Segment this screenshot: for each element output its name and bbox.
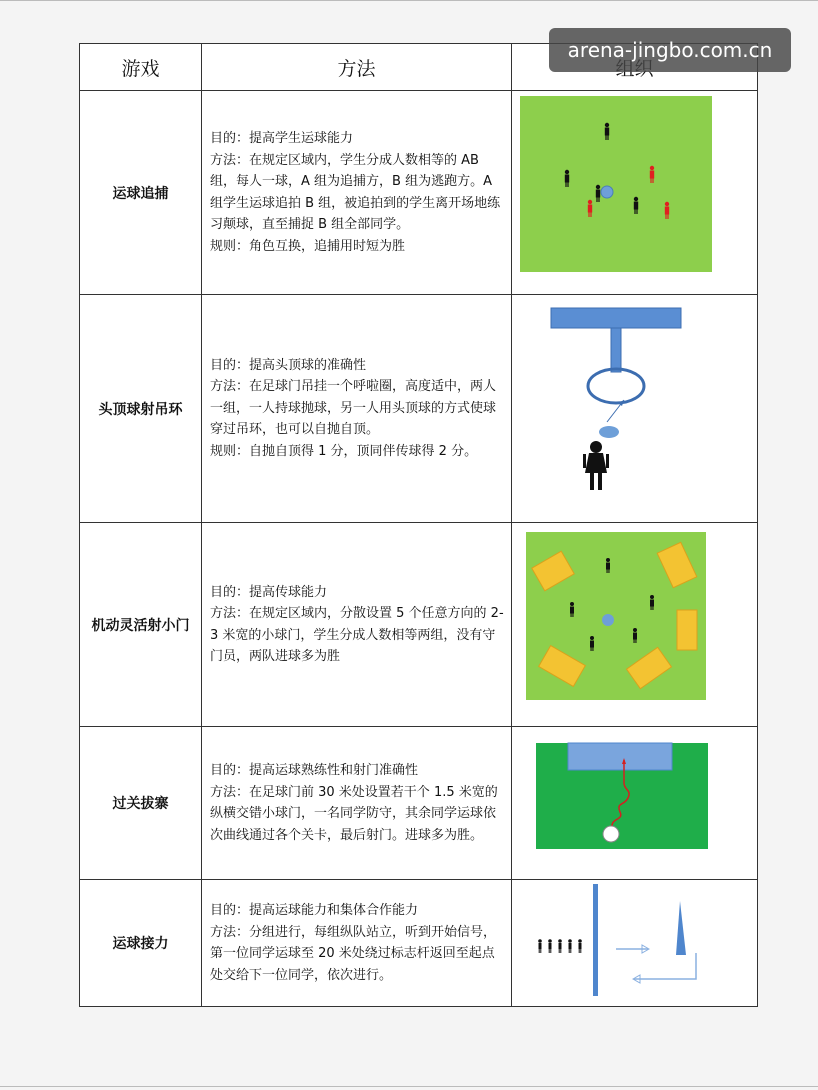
bottom-border-line: [0, 1086, 818, 1087]
game-name: 运球接力: [80, 880, 202, 1007]
goal-box: [568, 743, 672, 770]
method-description: 方法：在规定区域内，分散设置 5 个任意方向的 2-3 米宽的小球门，学生分成人数相等两组，没有守门员，两队进球多为胜: [210, 606, 504, 664]
table-row: [80, 295, 758, 523]
organization-diagram-cell: [512, 880, 758, 1007]
table-row: [80, 523, 758, 727]
game-name: 头顶球射吊环: [80, 295, 202, 523]
method-cell: [202, 880, 512, 1007]
relay-diagram: [512, 881, 757, 1006]
ball-icon: [602, 614, 614, 626]
small-goals-diagram: [512, 524, 757, 726]
method-purpose: 目的：提高运球熟练性和射门准确性: [210, 763, 419, 778]
game-name: 机动灵活射小门: [80, 523, 202, 727]
table-row: [80, 880, 758, 1007]
ball-icon: [599, 426, 619, 438]
method-purpose: 目的：提高运球能力和集体合作能力: [210, 903, 419, 918]
ball-icon: [601, 186, 613, 198]
field: [520, 96, 712, 272]
game-name: 运球追捕: [80, 91, 202, 295]
method-rule: 规则：自抛自顶得 1 分，顶同伴传球得 2 分。: [210, 443, 478, 459]
method-rule: 规则：角色互换，追捕用时短为胜: [210, 238, 406, 254]
watermark: arena-jingbo.com.cn: [549, 28, 791, 72]
game-name: 过关拔寨: [80, 727, 202, 880]
organization-diagram-cell: [512, 295, 758, 523]
table-row: [80, 727, 758, 880]
marker-pole-icon: [676, 901, 686, 955]
goal-crossbar: [551, 308, 681, 328]
organization-diagram-cell: [512, 727, 758, 880]
method-purpose: 目的：提高头顶球的准确性: [210, 357, 367, 373]
player-queue: [538, 939, 582, 953]
top-border-line: [0, 0, 818, 1]
method-cell: [202, 727, 512, 880]
method-description: 方法：在足球门前 30 米处设置若干个 1.5 米宽的纵横交错小球门，一名同学防守，其余同学运球依次曲线通过各个关卡，最后射门。进球多为胜。: [210, 784, 498, 843]
header-ring-diagram: [512, 296, 757, 522]
hula-hoop-icon: [588, 369, 644, 403]
small-goal-icon: [677, 610, 697, 650]
method-description: 方法：分组进行，每组纵队站立，听到开始信号，第一位同学运球至 20 米处绕过标志杆返回至起点处交给下一位同学，依次进行。: [210, 924, 497, 983]
ball-icon: [603, 826, 619, 842]
header-game: 游戏: [80, 44, 202, 91]
table-row: [80, 91, 758, 295]
pass-gates-diagram: [512, 728, 757, 879]
method-cell: [202, 91, 512, 295]
header-method: 方法: [202, 44, 512, 91]
return-arrow: [634, 953, 696, 979]
method-cell: [202, 523, 512, 727]
organization-diagram-cell: [512, 91, 758, 295]
method-cell: [202, 295, 512, 523]
organization-diagram-cell: [512, 523, 758, 727]
method-description: 方法：在足球门吊挂一个呼啦圈，高度适中，两人一组，一人持球抛球，另一人用头顶球的方式使球穿过吊环，也可以自抛自顶。: [210, 379, 497, 438]
start-line: [593, 884, 598, 996]
method-purpose: 目的：提高学生运球能力: [210, 131, 354, 146]
chase-field-diagram: [512, 92, 757, 294]
hanging-rod: [611, 328, 621, 372]
method-description: 方法：在规定区域内，学生分成人数相等的 AB 组，每人一球，A 组为追捕方，B 组为逃跑方。A 组学生运球追拍 B 组，被追拍到的学生离开场地练习颠球，直至捕捉 B 组全部同学。: [210, 152, 501, 232]
games-table: [79, 43, 758, 1007]
player-figure-icon: [583, 441, 609, 490]
method-purpose: 目的：提高传球能力: [210, 584, 328, 600]
